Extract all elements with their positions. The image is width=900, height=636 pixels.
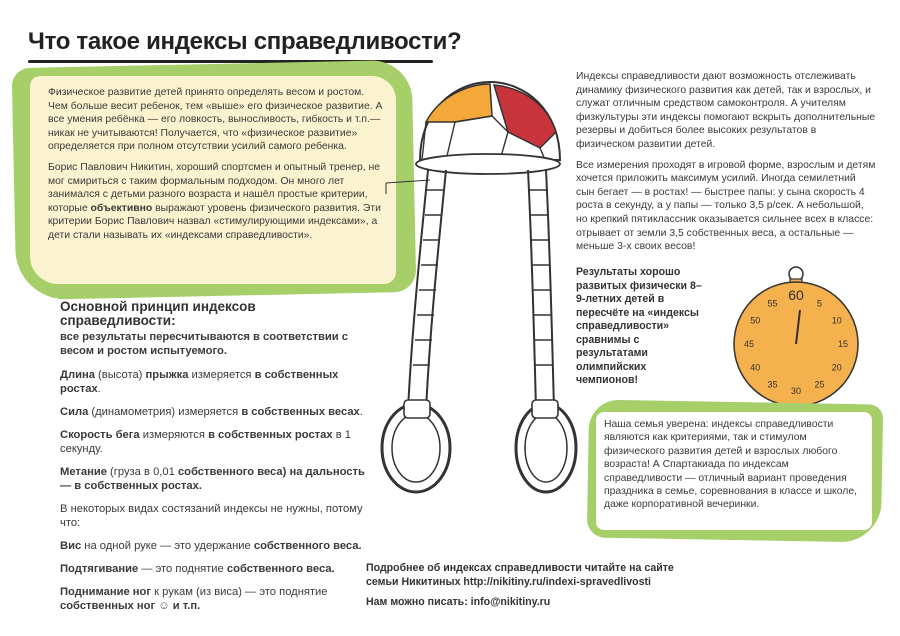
stopwatch-label: 15 bbox=[837, 339, 849, 349]
stopwatch-label: 45 bbox=[743, 339, 755, 349]
rule-pull: Подтягивание — это поднятие собственного веса. bbox=[60, 563, 335, 575]
gymnastic-rings-illustration bbox=[360, 70, 580, 540]
stopwatch-label: 10 bbox=[831, 315, 842, 326]
right-paragraph-2: Все измерения проходят в игровой форме, взрослым и детям хочется приложить максимум усилий. Иногда семилетний сын бегает — в ростах! — быстрее папы: у сына скорость 4 роста в секунду, а у папы — только 3,5 р/сек. А небольшой, но крепкий пятиклассник оказывается сильнее всех в классе: отрывает от земли 3,5 собственных веса, а остальные — меньше 3-х своих весов! bbox=[576, 159, 876, 253]
right-paragraph-1: Индексы справедливости дают возможность отслеживать динамику физического развития как детей, так и взрослых, и служат отличным средством самоконтроля. А учителям физкультуры эти индексы помогают вскрыть дополнительные резервы и добиться более высоких результатов в физическом развитии детей. bbox=[576, 71, 876, 150]
rule-vis: Вис на одной руке — это удержание собственного веса. bbox=[60, 540, 362, 552]
stopwatch-label: 55 bbox=[767, 298, 778, 309]
stopwatch-label: 25 bbox=[814, 379, 825, 390]
intro-text bbox=[48, 86, 386, 250]
family-text: Наша семья уверена: индексы справедливости являются как критериями, так и стимулом физического развития детей и взрослых любого возраста! А Спартакиада по индексам справедливости — отличный вариант проведения праздника в семье, соревнования в классе и школе, даже корпоративной вечеринки. bbox=[604, 419, 857, 511]
footer bbox=[366, 561, 706, 615]
results-callout: Результаты хорошо развитых физически 8–9-летних детей в пересчёте на «индексы справедливости» сравнимы с результатами олимпийских чемпионов! bbox=[576, 266, 702, 386]
intro-paragraph-1: Физическое развитие детей принято определять весом и ростом. Чем больше весит ребенок, тем «выше» его физическое развитие. А все умения ребёнка — его ловкость, выносливость, гибкость и т.п.— никак не учитываются! Получается, что «физическое развитие» определяется при полном отсутствии усилий самого ребенка. bbox=[48, 87, 383, 153]
intro-paragraph-2: Борис Павлович Никитин, хороший спортсмен и опытный тренер, не мог смириться с таким формальным подходом. Он много лет занимался с детьми разного возраста и нашёл простые критерии, которые объективно выражают уровень физического развития. Эти критерии Борис Павлович назвал «стимулирующими индексами», а дети стали называть их «индексами справедливости». bbox=[48, 161, 381, 241]
stopwatch-label: 20 bbox=[831, 362, 842, 373]
principle-lead: все результаты пересчитываются в соответствии с весом и ростом испытуемого. bbox=[60, 331, 348, 357]
stopwatch-label: 40 bbox=[750, 362, 761, 373]
stopwatch-icon bbox=[720, 262, 870, 412]
principle-note: В некоторых видах состязаний индексы не нужны, потому что: bbox=[60, 503, 363, 529]
footer-more-info: Подробнее об индексах справедливости читайте на сайте семьи Никитиных http://nikitiny.ru/indexi-spravedlivosti bbox=[366, 562, 674, 588]
rule-speed: Скорость бега измеряются в собственных ростах в 1 секунду. bbox=[60, 429, 351, 455]
rule-throw: Метание (груза в 0,01 собственного веса) на дальность — в собственных ростах. bbox=[60, 466, 365, 492]
stopwatch-label: 5 bbox=[816, 298, 823, 309]
footer-contact: Нам можно писать: info@nikitiny.ru bbox=[366, 596, 551, 608]
principle-heading: Основной принцип индексов справедливости: bbox=[60, 299, 256, 328]
stopwatch-label: 35 bbox=[767, 379, 778, 390]
right-description bbox=[576, 70, 876, 261]
rule-jump: Длина (высота) прыжка измеряется в собственных ростах. bbox=[60, 369, 339, 395]
principle-section bbox=[60, 300, 370, 622]
rule-force: Сила (динамометрия) измеряется в собственных весах. bbox=[60, 406, 363, 418]
stopwatch-label: 30 bbox=[790, 386, 802, 396]
stopwatch-label: 50 bbox=[750, 315, 761, 326]
page-title: Что такое индексы справедливости? bbox=[28, 28, 462, 55]
rule-legs: Поднимание ног к рукам (из виса) — это поднятие собственных ног ☺ и т.п. bbox=[60, 586, 328, 612]
stopwatch-label: 60 bbox=[788, 287, 804, 303]
